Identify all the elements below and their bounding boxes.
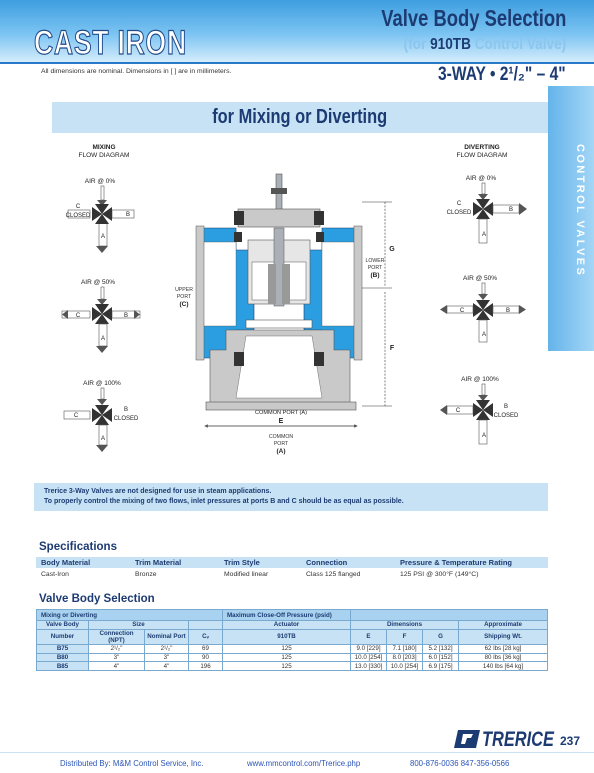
common-port-label-1: COMMON [268, 434, 294, 440]
mixing-subtitle: FLOW DIAGRAM [78, 152, 130, 159]
port-a-label: A [481, 433, 487, 439]
column-header: Body Material [36, 557, 130, 568]
table-cell: 10.0 [254] [351, 653, 387, 662]
upper-port-label-1: UPPER [175, 287, 193, 293]
valve-body-selection-heading: Valve Body Selection [39, 593, 155, 605]
group-header: Mixing or Diverting [37, 610, 223, 621]
port-b-label: B [503, 404, 509, 410]
port-a-label: A [100, 234, 106, 240]
warning-line-1: Trerice 3-Way Valves are not designed for use in steam applications. [44, 488, 272, 495]
column-header: Cᵥ [189, 629, 223, 644]
diverting-state-50 [440, 275, 526, 342]
table-cell: Modified linear [224, 570, 269, 578]
table-cell: Cast-Iron [41, 570, 69, 578]
common-port-label-2: PORT [273, 441, 289, 447]
lower-port-letter: (B) [370, 272, 380, 279]
trerice-logo-icon [454, 728, 482, 750]
table-cell: 4" [89, 662, 145, 671]
lower-port-label-1: LOWER [365, 258, 385, 264]
table-cell: 9.0 [229] [351, 644, 387, 653]
table-cell: 140 lbs [64 kg] [459, 662, 548, 671]
lower-port-label-2: PORT [367, 265, 383, 271]
model-cell: B80 [37, 653, 89, 662]
port-c-label: C [75, 313, 81, 319]
port-c-label: C [459, 308, 465, 314]
upper-port-label-2: PORT [176, 294, 192, 300]
table-cell: 125 [223, 644, 351, 653]
warning-line-2: To properly control the mixing of two flows, inlet pressures at ports B and C should be as equal as possible. [44, 497, 404, 505]
table-cell: 6.0 [152] [423, 653, 459, 662]
table-header-row [37, 610, 548, 621]
upper-port-letter: (C) [179, 301, 189, 308]
column-header [189, 621, 223, 630]
port-c-label: C [75, 204, 81, 210]
table-cell: 7.1 [180] [387, 644, 423, 653]
table-cell: 90 [189, 653, 223, 662]
port-c-label: C [455, 408, 461, 414]
subtitle-model: 910TB [429, 36, 471, 53]
closed-label: CLOSED [493, 413, 519, 419]
dimension-f: F [389, 345, 395, 352]
table-cell: 8.0 [203] [387, 653, 423, 662]
model-cell: B75 [37, 644, 89, 653]
table-cell: 5.2 [132] [423, 644, 459, 653]
table-row [36, 568, 548, 580]
table-cell: 4" [145, 662, 189, 671]
air-label: AIR @ 100% [461, 376, 499, 383]
diverting-title: DIVERTING [464, 144, 500, 151]
column-header: Approximate [459, 621, 548, 630]
table-cell: 6.9 [175] [423, 662, 459, 671]
specifications-table [36, 557, 548, 580]
dimension-g: G [389, 246, 395, 253]
table-cell: 10.0 [254] [387, 662, 423, 671]
table-cell: 13.0 [330] [351, 662, 387, 671]
table-cell: Bronze [135, 570, 157, 578]
column-header: Nominal Port [145, 629, 189, 644]
column-header: Pressure & Temperature Rating [395, 557, 548, 568]
mixing-state-100 [64, 380, 139, 452]
size-range: 3-WAY • 2¹/₂" – 4" [438, 64, 566, 85]
closed-label: CLOSED [446, 210, 472, 216]
port-a-label: A [100, 336, 106, 342]
port-b-label: B [508, 207, 514, 213]
diverting-subtitle: FLOW DIAGRAM [456, 152, 508, 159]
table-cell: 3" [145, 653, 189, 662]
air-label: AIR @ 0% [465, 175, 497, 182]
air-label: AIR @ 50% [462, 275, 498, 282]
brand-title: CAST IRON [34, 24, 187, 62]
column-header: Valve Body [37, 621, 89, 630]
specifications-heading: Specifications [39, 541, 117, 553]
column-header: Size [89, 621, 189, 630]
column-header: F [387, 629, 423, 644]
table-row [37, 662, 548, 671]
column-header: Connection [301, 557, 395, 568]
dimension-e: E [278, 418, 284, 425]
column-header: Number [37, 629, 89, 644]
table-cell: 2¹/₂" [145, 644, 189, 653]
brand-logo-text: TRERICE [482, 728, 554, 751]
table-cell: 2¹/₂" [89, 644, 145, 653]
table-cell: 69 [189, 644, 223, 653]
distributor-text: Distributed By: M&M Control Service, Inc. [60, 759, 204, 768]
air-label: AIR @ 100% [83, 380, 121, 387]
dimensions-note: All dimensions are nominal. Dimensions in [ ] are in millimeters. [41, 68, 232, 75]
port-c-label: C [73, 413, 79, 419]
section-title-text: for Mixing or Diverting [212, 106, 388, 128]
port-b-label: B [125, 212, 131, 218]
port-a-label: A [100, 436, 106, 442]
table-row [37, 653, 548, 662]
table-cell: 62 lbs [28 kg] [459, 644, 548, 653]
pressure-header: Maximum Close-Off Pressure (psid) [223, 610, 351, 621]
air-label: AIR @ 50% [80, 279, 116, 286]
phone-numbers: 800-876-0036 847-356-0566 [410, 759, 510, 768]
port-a-label: A [481, 232, 487, 238]
model-cell: B85 [37, 662, 89, 671]
port-b-label: B [123, 313, 129, 319]
table-header-row [37, 621, 548, 630]
table-cell: 196 [189, 662, 223, 671]
diverting-state-0 [447, 175, 527, 243]
column-header: Dimensions [351, 621, 459, 630]
port-b-label: B [505, 308, 511, 314]
website-link[interactable]: www.mmcontrol.com/Trerice.php [247, 759, 361, 768]
port-c-label: C [456, 201, 462, 207]
steam-warning [34, 483, 548, 511]
air-label: AIR @ 0% [84, 178, 116, 185]
valve-body-selection-table [36, 609, 548, 671]
table-cell: 3" [89, 653, 145, 662]
footer-rule [0, 752, 594, 753]
mixing-state-0 [66, 178, 134, 253]
table-cell: 125 PSI @ 300°F (149°C) [400, 570, 479, 578]
table-cell: 125 [223, 662, 351, 671]
table-cell: 80 lbs [36 kg] [459, 653, 548, 662]
column-header: G [423, 629, 459, 644]
common-port-inner: COMMON PORT (A) [254, 410, 308, 416]
column-header: E [351, 629, 387, 644]
closed-label: CLOSED [113, 416, 139, 422]
blank-header [351, 610, 548, 621]
valve-cross-section [196, 174, 392, 426]
table-cell: 125 [223, 653, 351, 662]
mixing-title: MIXING [92, 144, 116, 151]
page-number: 237 [560, 734, 581, 748]
table-cell: Class 125 flanged [306, 570, 361, 578]
port-a-label: A [481, 332, 487, 338]
subtitle-prefix: (for [403, 36, 430, 53]
column-header: 910TB [223, 629, 351, 644]
column-header: Trim Material [130, 557, 219, 568]
column-header: Connection (NPT) [89, 629, 145, 644]
table-header-row [36, 557, 548, 568]
column-header: Shipping Wt. [459, 629, 548, 644]
table-row [37, 644, 548, 653]
mixing-state-50 [62, 279, 140, 353]
column-header: Actuator [223, 621, 351, 630]
common-port-letter: (A) [276, 448, 286, 455]
port-b-label: B [123, 407, 129, 413]
side-tab-label: CONTROL VALVES [574, 144, 586, 278]
subtitle-suffix: Control Valve) [470, 36, 566, 53]
diverting-state-100 [440, 376, 519, 444]
column-header: Trim Style [219, 557, 301, 568]
table-header-row [37, 629, 548, 644]
page-title: Valve Body Selection [380, 5, 566, 31]
closed-label: CLOSED [65, 213, 91, 219]
